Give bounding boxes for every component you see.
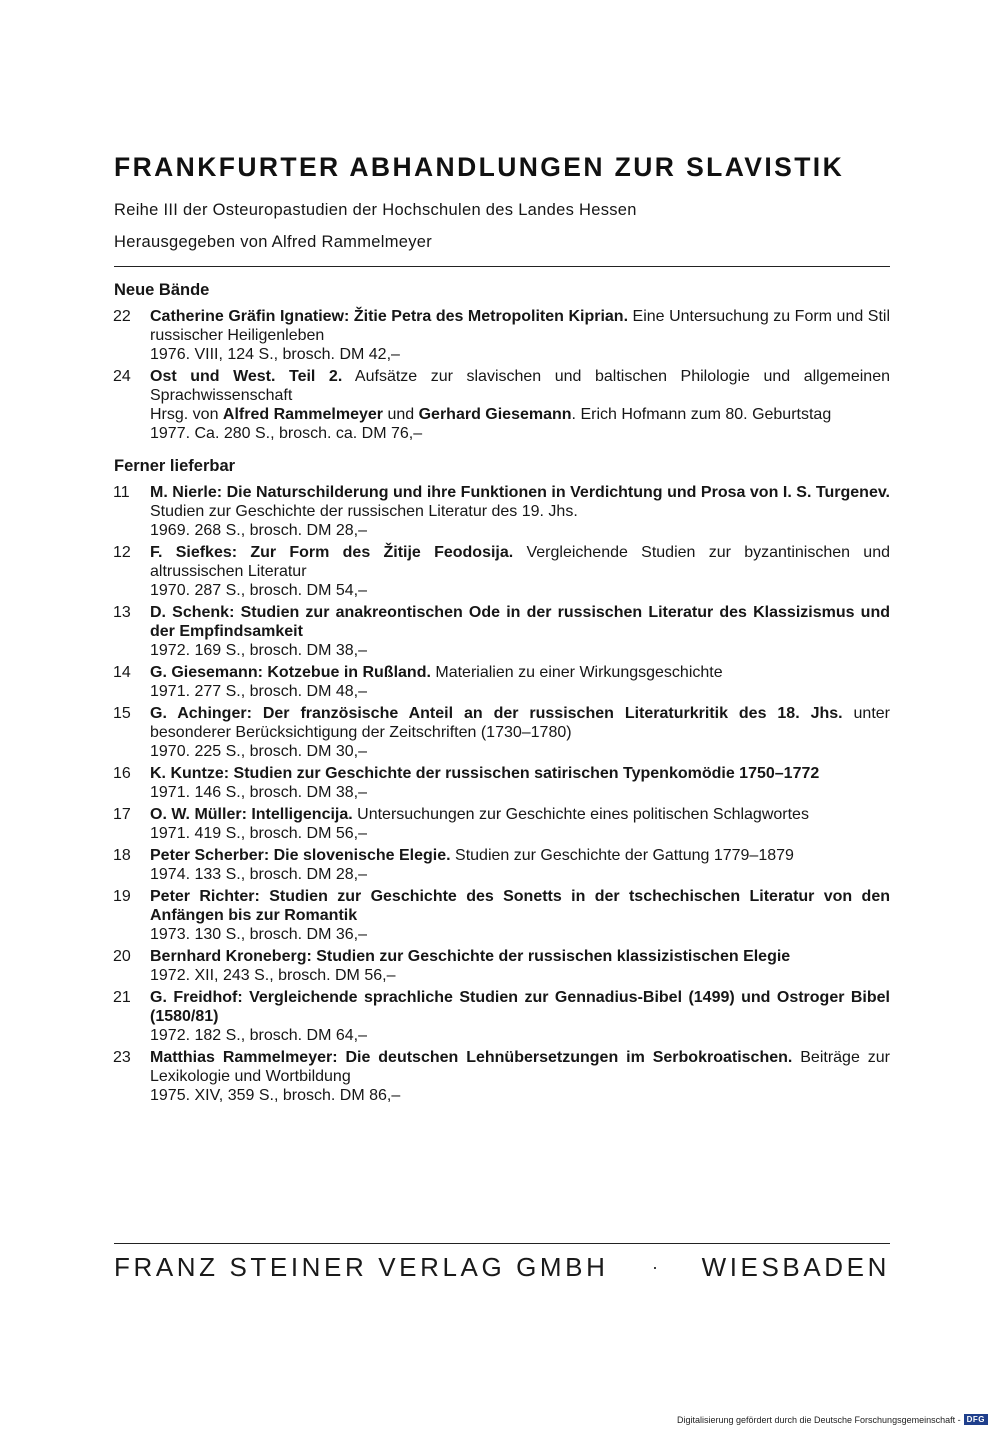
dfg-logo-icon: DFG bbox=[964, 1414, 988, 1425]
book-list bbox=[114, 307, 890, 443]
publication-details: 1971. 277 S., brosch. DM 48,– bbox=[150, 683, 368, 700]
publication-details: 1973. 130 S., brosch. DM 36,– bbox=[150, 926, 368, 943]
book-description bbox=[150, 704, 890, 761]
volume-number: 22 bbox=[113, 308, 131, 325]
author-title: G. Giesemann: Kotzebue in Rußland. bbox=[150, 664, 431, 681]
volume-number: 24 bbox=[113, 368, 131, 385]
publisher-city: WIESBADEN bbox=[701, 1252, 890, 1282]
volume-number: 11 bbox=[113, 484, 130, 501]
section-heading: Neue Bände bbox=[114, 281, 210, 299]
editor-line: Herausgegeben von Alfred Rammelmeyer bbox=[114, 233, 433, 251]
volume-number: 14 bbox=[113, 664, 131, 681]
publication-details: 1970. 225 S., brosch. DM 30,– bbox=[150, 743, 368, 760]
volume-number: 13 bbox=[113, 604, 131, 621]
book-title-line bbox=[150, 603, 890, 641]
book-subtitle: Vergleichende Studien zur byzantinischen und altrussischen Literatur bbox=[150, 544, 890, 580]
volume-number: 12 bbox=[113, 544, 131, 561]
book-subtitle: Materialien zu einer Wirkungsgeschichte bbox=[430, 664, 723, 681]
book-description bbox=[150, 307, 890, 364]
book-description bbox=[150, 947, 890, 985]
author-title: D. Schenk: Studien zur anakreontischen Ode in der russischen Literatur des Klassizismus und der Empfindsamkeit bbox=[150, 604, 890, 640]
publisher-separator: · bbox=[652, 1257, 659, 1277]
book-description bbox=[150, 988, 890, 1045]
book-entry bbox=[114, 947, 890, 985]
book-entry bbox=[114, 704, 890, 761]
book-subtitle: Studien zur Geschichte der russischen Literatur des 19. Jhs. bbox=[150, 503, 578, 520]
book-subtitle: Eine Untersuchung zu Form und Stil russischer Heiligenleben bbox=[150, 308, 890, 344]
publisher-line bbox=[114, 1252, 890, 1283]
author-title: G. Freidhof: Vergleichende sprachliche Studien zur Gennadius-Bibel (1499) und Ostroger Bibel (1580/81) bbox=[150, 989, 890, 1025]
volume-number: 19 bbox=[113, 888, 131, 905]
publication-details: 1977. Ca. 280 S., brosch. ca. DM 76,– bbox=[150, 425, 423, 442]
book-list bbox=[114, 483, 890, 1105]
publisher-name: FRANZ STEINER VERLAG GMBH bbox=[114, 1252, 609, 1282]
editor-text: und bbox=[383, 406, 419, 423]
book-entry bbox=[114, 1048, 890, 1105]
book-subtitle: Untersuchungen zur Geschichte eines politischen Schlagwortes bbox=[352, 806, 809, 823]
publication-details: 1976. VIII, 124 S., brosch. DM 42,– bbox=[150, 346, 400, 363]
page-content bbox=[114, 150, 890, 1108]
book-description bbox=[150, 846, 890, 884]
author-title: Bernhard Kroneberg: Studien zur Geschichte der russischen klassizistischen Elegie bbox=[150, 948, 791, 965]
book-subtitle: Studien zur Geschichte der Gattung 1779–1879 bbox=[450, 847, 794, 864]
book-description bbox=[150, 805, 890, 843]
publication-details: 1971. 146 S., brosch. DM 38,– bbox=[150, 784, 368, 801]
book-title-line bbox=[150, 988, 890, 1026]
book-entry bbox=[114, 887, 890, 944]
book-description bbox=[150, 663, 890, 701]
book-title-line bbox=[150, 704, 890, 742]
publication-details: 1975. XIV, 359 S., brosch. DM 86,– bbox=[150, 1087, 401, 1104]
author-title: G. Achinger: Der französische Anteil an der russischen Literaturkritik des 18. Jhs. bbox=[150, 705, 843, 722]
book-title-line bbox=[150, 764, 890, 783]
book-subtitle: Aufsätze zur slavischen und baltischen Philologie und allgemeinen Sprachwissenschaft bbox=[150, 368, 891, 404]
publication-details: 1970. 287 S., brosch. DM 54,– bbox=[150, 582, 368, 599]
book-title-line bbox=[150, 543, 890, 581]
book-title-line bbox=[150, 887, 890, 925]
publication-details: 1972. XII, 243 S., brosch. DM 56,– bbox=[150, 967, 396, 984]
publication-details: 1971. 419 S., brosch. DM 56,– bbox=[150, 825, 368, 842]
book-title-line bbox=[150, 805, 890, 824]
editor-text: Hrsg. von bbox=[150, 406, 223, 423]
book-title-line bbox=[150, 846, 890, 865]
book-entry bbox=[114, 483, 890, 540]
book-title-line bbox=[150, 483, 890, 521]
volume-number: 23 bbox=[113, 1049, 131, 1066]
top-divider bbox=[114, 266, 890, 267]
author-title: Ost und West. Teil 2. bbox=[150, 368, 343, 385]
book-title-line bbox=[150, 947, 890, 966]
book-entry bbox=[114, 663, 890, 701]
publication-details: 1969. 268 S., brosch. DM 28,– bbox=[150, 522, 368, 539]
publication-details: 1972. 169 S., brosch. DM 38,– bbox=[150, 642, 368, 659]
digitization-footer bbox=[677, 1414, 988, 1425]
volume-number: 15 bbox=[113, 705, 131, 722]
publication-details: 1974. 133 S., brosch. DM 28,– bbox=[150, 866, 368, 883]
book-title-line bbox=[150, 367, 890, 405]
book-description bbox=[150, 603, 890, 660]
book-entry bbox=[114, 603, 890, 660]
book-entry bbox=[114, 988, 890, 1045]
section-heading: Ferner lieferbar bbox=[114, 457, 236, 475]
author-title: F. Siefkes: Zur Form des Žitije Feodosija. bbox=[150, 544, 514, 561]
volume-number: 20 bbox=[113, 948, 131, 965]
book-entry bbox=[114, 805, 890, 843]
book-title-line bbox=[150, 1048, 890, 1086]
editor-text: . Erich Hofmann zum 80. Geburtstag bbox=[571, 406, 832, 423]
author-title: Peter Richter: Studien zur Geschichte des Sonetts in der tschechischen Literatur von den Anfängen bis zur Romantik bbox=[150, 888, 890, 924]
book-subtitle: Beiträge zur Lexikologie und Wortbildung bbox=[150, 1049, 890, 1085]
book-entry bbox=[114, 307, 890, 364]
book-title-line bbox=[150, 663, 890, 682]
editor-name: Gerhard Giesemann bbox=[418, 406, 572, 423]
author-title: Catherine Gräfin Ignatiew: Žitie Petra des Metropoliten Kiprian. bbox=[150, 308, 629, 325]
book-entry bbox=[114, 846, 890, 884]
volume-number: 16 bbox=[113, 765, 131, 782]
volume-number: 17 bbox=[113, 806, 131, 823]
author-title: O. W. Müller: Intelligencija. bbox=[150, 806, 353, 823]
book-description bbox=[150, 887, 890, 944]
series-subtitle: Reihe III der Osteuropastudien der Hochschulen des Landes Hessen bbox=[114, 201, 637, 219]
book-entry bbox=[114, 543, 890, 600]
editor-name: Alfred Rammelmeyer bbox=[222, 406, 383, 423]
book-title-line bbox=[150, 307, 890, 345]
author-title: M. Nierle: Die Naturschilderung und ihre Funktionen in Verdichtung und Prosa von I. S. Turgenev. bbox=[150, 484, 890, 501]
digitization-note: Digitalisierung gefördert durch die Deutsche Forschungsgemeinschaft - bbox=[676, 1414, 961, 1425]
author-title: Peter Scherber: Die slovenische Elegie. bbox=[150, 847, 451, 864]
book-sections bbox=[114, 280, 890, 1105]
series-title: FRANKFURTER ABHANDLUNGEN ZUR SLAVISTIK bbox=[114, 152, 845, 182]
book-subtitle: unter besonderer Berücksichtigung der Zeitschriften (1730–1780) bbox=[150, 705, 890, 741]
volume-number: 18 bbox=[113, 847, 131, 864]
book-entry bbox=[114, 764, 890, 802]
book-editors-line bbox=[150, 405, 890, 424]
book-description bbox=[150, 367, 890, 443]
book-description bbox=[150, 764, 890, 802]
book-description bbox=[150, 1048, 890, 1105]
book-description bbox=[150, 483, 890, 540]
author-title: Matthias Rammelmeyer: Die deutschen Lehnübersetzungen im Serbokroatischen. bbox=[150, 1049, 793, 1066]
book-description bbox=[150, 543, 890, 600]
bottom-divider bbox=[114, 1243, 890, 1244]
author-title: K. Kuntze: Studien zur Geschichte der russischen satirischen Typenkomödie 1750–1772 bbox=[150, 765, 820, 782]
publication-details: 1972. 182 S., brosch. DM 64,– bbox=[150, 1027, 368, 1044]
volume-number: 21 bbox=[113, 989, 131, 1006]
book-entry bbox=[114, 367, 890, 443]
